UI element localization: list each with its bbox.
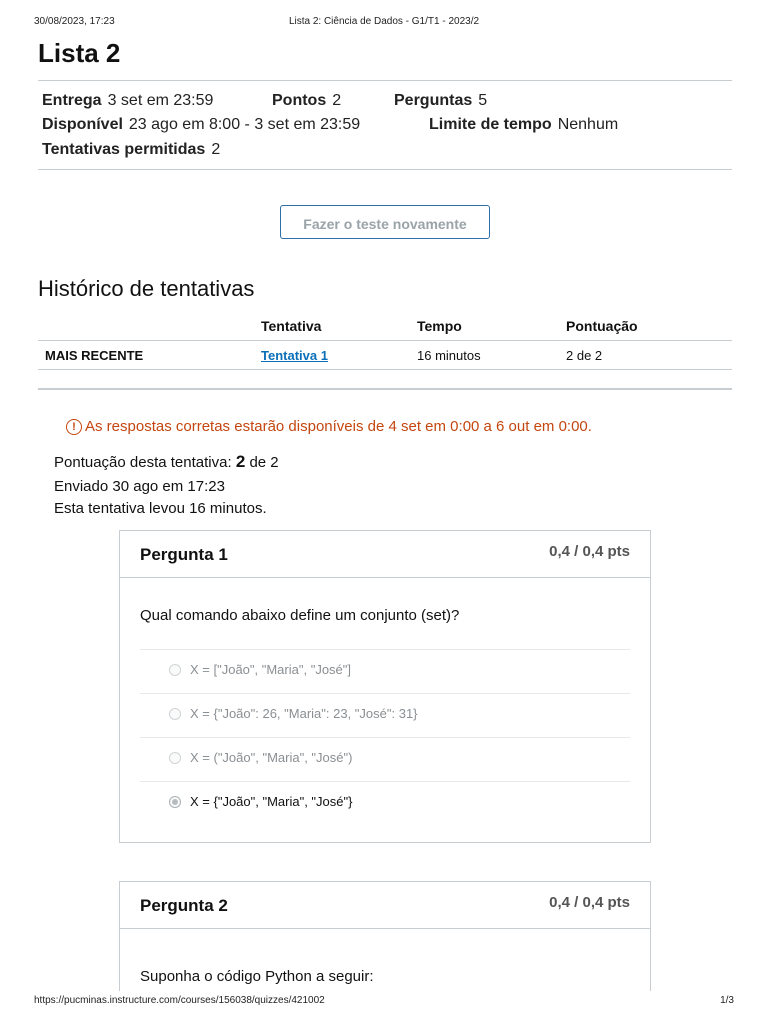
page-number: 1/3 — [720, 995, 734, 1006]
submitted-time: Enviado 30 ago em 17:23 — [54, 478, 225, 495]
column-header-tempo: Tempo — [417, 318, 462, 334]
question-header — [120, 531, 650, 578]
table-divider — [38, 369, 732, 370]
warning-icon: ! — [66, 419, 82, 435]
divider — [38, 169, 732, 170]
attempt-score-summary: Pontuação desta tentativa: 2 de 2 — [54, 452, 279, 471]
column-header-tentativa: Tentativa — [261, 318, 322, 334]
divider — [38, 80, 732, 81]
question-text: Qual comando abaixo define um conjunto (set)? — [140, 607, 460, 624]
page-title: Lista 2 — [38, 38, 121, 68]
answer-option[interactable]: X = ("João", "Maria", "José") — [140, 737, 630, 782]
history-title: Histórico de tentativas — [38, 276, 255, 301]
question-text: Suponha o código Python a seguir: — [140, 968, 374, 985]
meta-disponivel: Disponível 23 ago em 8:00 - 3 set em 23:59 — [42, 116, 361, 133]
radio-icon[interactable] — [169, 708, 181, 720]
answers-availability-notice: ! As respostas corretas estarão disponíveis de 4 set em 0:00 a 6 out em 0:00. — [66, 418, 592, 435]
retake-quiz-button[interactable]: Fazer o teste novamente — [280, 205, 490, 239]
print-date: 30/08/2023, 17:23 — [34, 16, 115, 27]
attempt-score: 2 de 2 — [566, 348, 603, 363]
question-card-2 — [119, 881, 651, 991]
section-divider — [38, 388, 732, 390]
radio-icon[interactable] — [169, 664, 181, 676]
radio-checked-icon[interactable] — [169, 796, 181, 808]
answer-option[interactable]: X = {"João": 26, "Maria": 23, "José": 31} — [140, 693, 630, 738]
column-header-pontuacao: Pontuação — [566, 318, 638, 334]
question-points: 0,4 / 0,4 pts — [549, 543, 630, 560]
answer-option[interactable]: X = ["João", "Maria", "José"] — [140, 649, 630, 694]
attempt-score-value: 2 — [235, 452, 246, 471]
meta-tentativas: Tentativas permitidas 2 — [42, 141, 221, 158]
table-divider — [38, 340, 732, 341]
print-title: Lista 2: Ciência de Dados - G1/T1 - 2023/2 — [288, 16, 480, 27]
attempt-time: 16 minutos — [417, 348, 481, 363]
attempt-link[interactable]: Tentativa 1 — [261, 348, 328, 363]
print-header — [34, 16, 734, 30]
question-title: Pergunta 2 — [140, 896, 228, 915]
print-url: https://pucminas.instructure.com/courses/156038/quizzes/421002 — [34, 995, 325, 1006]
meta-perguntas: Perguntas 5 — [394, 92, 488, 109]
question-title: Pergunta 1 — [140, 545, 228, 564]
answer-option-selected[interactable]: X = {"João", "Maria", "José"} — [140, 781, 630, 826]
meta-entrega: Entrega 3 set em 23:59 — [42, 92, 214, 109]
meta-limite: Limite de tempo Nenhum — [429, 116, 619, 133]
question-card-1 — [119, 530, 651, 843]
radio-icon[interactable] — [169, 752, 181, 764]
attempt-duration: Esta tentativa levou 16 minutos. — [54, 500, 267, 517]
meta-pontos: Pontos 2 — [272, 92, 342, 109]
question-points: 0,4 / 0,4 pts — [549, 894, 630, 911]
question-header — [120, 882, 650, 929]
row-label: MAIS RECENTE — [45, 348, 144, 363]
